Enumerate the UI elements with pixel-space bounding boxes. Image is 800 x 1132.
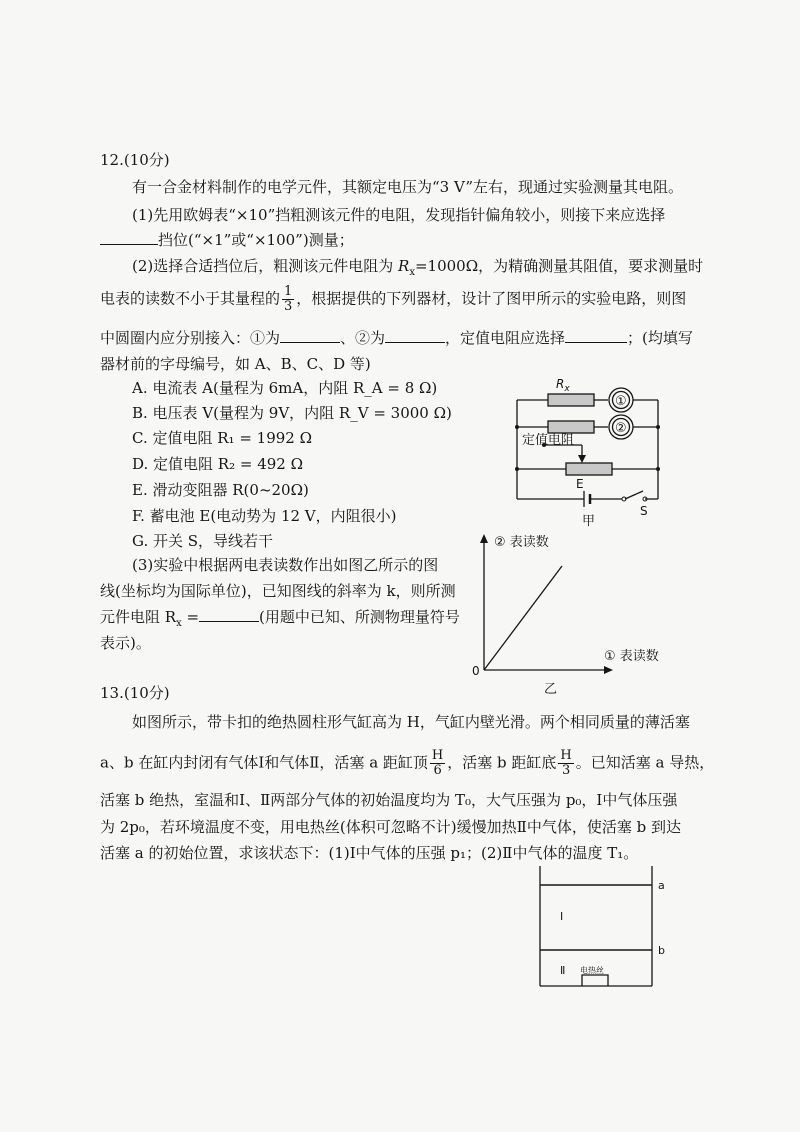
circuit-caption: 甲 xyxy=(582,514,596,529)
q12-part1-line2 xyxy=(100,230,354,250)
graph-origin: 0 xyxy=(472,664,480,678)
circuit-diagram xyxy=(500,372,680,532)
fraction-h-over-3 xyxy=(558,749,573,778)
q12-part1-text: 挡位(“×1”或“×100”)测量； xyxy=(158,231,354,249)
q13-line1: 如图所示，带卡扣的绝热圆柱形气缸高为 H，气缸内壁光滑。两个相同质量的薄活塞 xyxy=(132,713,690,731)
q12-p2-line3-d: ；(均填写 xyxy=(627,329,693,347)
q12-p2-text-b: =1000Ω，为精确测量其阻值，要求测量时 xyxy=(414,257,704,275)
graph-x-label: ① 表读数 xyxy=(604,649,659,664)
q12-p3-line3-b: = xyxy=(181,608,200,626)
q13-line2 xyxy=(100,749,714,778)
graph-caption: 乙 xyxy=(544,682,558,697)
graph-line xyxy=(484,566,562,670)
frac-num: 1 xyxy=(284,284,293,299)
q12-part3-line1: (3)实验中根据两电表读数作出如图乙所示的图 xyxy=(132,556,439,574)
q12-heading: 12.(10分) xyxy=(100,151,170,169)
q12-p2-line2-b: ，根据提供的下列器材，设计了图甲所示的实验电路，则图 xyxy=(296,289,687,308)
option-d: D. 定值电阻 R₂ = 492 Ω xyxy=(132,455,304,473)
q12-part2-line4: 器材前的字母编号，如 A、B、C、D 等) xyxy=(100,355,371,373)
q12-p2-line3-c: ，定值电阻应选择 xyxy=(445,329,566,347)
meter-1-label: ① xyxy=(615,394,627,409)
q12-part1-line1: (1)先用欧姆表“×10”挡粗测该元件的电阻，发现指针偏角较小，则接下来应选择 xyxy=(132,206,666,224)
q12-part2-line3 xyxy=(100,328,693,348)
gas-2-label: Ⅱ xyxy=(560,964,566,977)
q12-part3-line4: 表示)。 xyxy=(100,634,151,652)
heater-icon xyxy=(582,975,608,986)
q12-p3-sub: x xyxy=(176,618,182,629)
frac-a-den: 6 xyxy=(433,763,442,778)
heater-label: 电热丝 xyxy=(580,966,604,975)
q13-line2-a: a、b 在缸内封闭有气体Ⅰ和气体Ⅱ，活塞 a 距缸顶 xyxy=(100,753,428,772)
answer-blank-1[interactable] xyxy=(280,328,340,343)
graph-diagram xyxy=(462,530,682,698)
option-e: E. 滑动变阻器 R(0~20Ω) xyxy=(132,481,309,499)
option-c: C. 定值电阻 R₁ = 1992 Ω xyxy=(132,429,313,447)
q13-line2-b: ，活塞 b 距缸底 xyxy=(447,753,557,772)
q13-line3: 活塞 b 绝热，室温和Ⅰ、Ⅱ两部分气体的初始温度均为 T₀，大气压强为 p₀，Ⅰ中气体压强 xyxy=(100,791,678,809)
q12-p2-line3-a: 中圆圈内应分别接入：①为 xyxy=(100,329,281,347)
rx-label: $R_x$ xyxy=(556,377,570,394)
q12-part3-line2: 线(坐标均为国际单位)，已知图线的斜率为 k，则所测 xyxy=(100,582,456,600)
piston-a-label: a xyxy=(658,879,665,892)
q12-p3-line3-c: (用题中已知、所测物理量符号 xyxy=(259,608,460,626)
gas-1-label: Ⅰ xyxy=(560,910,564,923)
q12-part3-line3 xyxy=(100,607,460,634)
y-axis-arrow-icon xyxy=(480,534,488,543)
q13-line4: 为 2p₀，若环境温度不变，用电热丝(体积可忽略不计)缓慢加热Ⅱ中气体，使活塞 b 到达 xyxy=(100,818,681,836)
var-sub: x xyxy=(409,267,415,278)
option-b: B. 电压表 V(量程为 9V，内阻 R_V = 3000 Ω) xyxy=(132,404,452,422)
q13-line2-c: 。已知活塞 a 导热， xyxy=(575,753,715,772)
meter-2-label: ② xyxy=(615,421,627,436)
option-a: A. 电流表 A(量程为 6mA，内阻 R_A = 8 Ω) xyxy=(132,379,438,397)
battery-label: E xyxy=(576,477,584,491)
answer-blank-2[interactable] xyxy=(385,328,445,343)
answer-blank-3[interactable] xyxy=(565,328,627,343)
option-f: F. 蓄电池 E(电动势为 12 V，内阻很小) xyxy=(132,507,397,525)
piston-b-label: b xyxy=(658,944,665,957)
option-g: G. 开关 S，导线若干 xyxy=(132,532,274,550)
var-r: R xyxy=(398,257,410,275)
q12-p2-text-a: (2)选择合适挡位后，粗测该元件电阻为 xyxy=(132,257,394,275)
x-axis-arrow-icon xyxy=(604,666,613,674)
answer-blank[interactable] xyxy=(100,230,158,245)
frac-b-num: H xyxy=(560,748,572,763)
answer-blank-4[interactable] xyxy=(199,607,259,622)
q12-p3-line3-a: 元件电阻 R xyxy=(100,608,177,626)
q12-part2-line1 xyxy=(132,256,703,283)
frac-b-den: 3 xyxy=(561,763,571,778)
q12-part2-line2 xyxy=(100,285,686,314)
q13-line5: 活塞 a 的初始位置，求该状态下：(1)Ⅰ中气体的压强 p₁；(2)Ⅱ中气体的温度 T₁。 xyxy=(100,844,639,862)
q12-p2-line3-b: 、②为 xyxy=(340,329,386,347)
switch-label: S xyxy=(640,504,648,518)
graph-y-label: ② 表读数 xyxy=(494,535,549,550)
fraction-h-over-6 xyxy=(430,749,445,778)
frac-den: 3 xyxy=(284,299,293,314)
cylinder-diagram xyxy=(520,862,680,994)
q13-heading: 13.(10分) xyxy=(100,684,170,702)
q12-intro: 有一合金材料制作的电学元件，其额定电压为“3 V”左右，现通过实验测量其电阻。 xyxy=(132,178,684,196)
fraction-one-third xyxy=(282,285,294,314)
fixed-resistor-label: 定值电阻 xyxy=(522,433,575,448)
slider-arrow-icon xyxy=(578,455,586,463)
q12-p2-line2-a: 电表的读数不小于其量程的 xyxy=(100,289,281,308)
frac-a-num: H xyxy=(431,748,444,763)
